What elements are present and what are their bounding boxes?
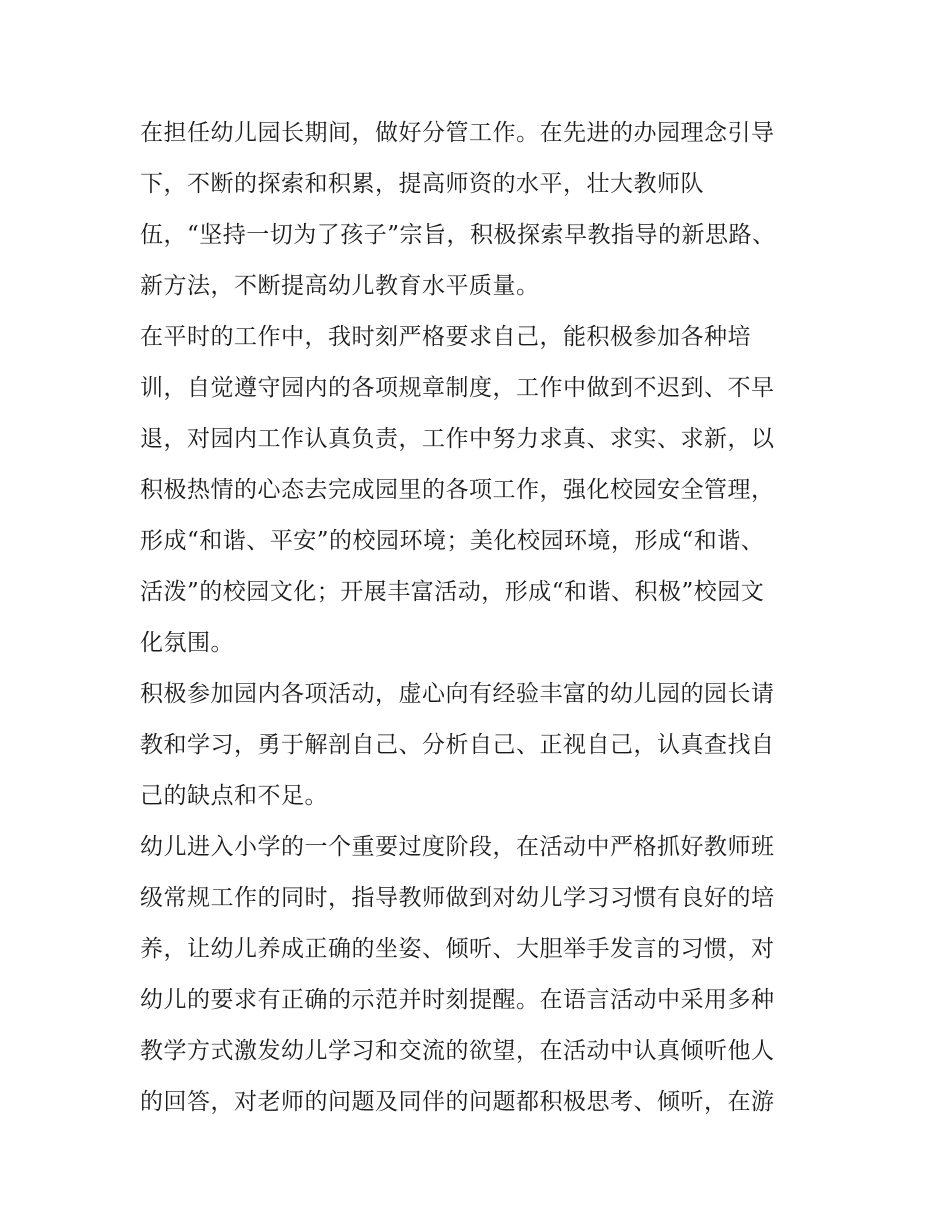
text-line: 形成“和谐、平安”的校园环境；美化校园环境，形成“和谐、	[140, 528, 765, 554]
text-line: 教和学习，勇于解剖自己、分析自己、正视自己，认真查找自	[140, 732, 775, 758]
text-line: 幼儿的要求有正确的示范并时刻提醒。在语言活动中采用多种	[140, 987, 775, 1013]
text-line: 下，不断的探索和积累，提高师资的水平，壮大教师队	[140, 171, 704, 197]
text-line: 养，让幼儿养成正确的坐姿、倾听、大胆举手发言的习惯，对	[140, 936, 775, 962]
text-line: 在担任幼儿园长期间，做好分管工作。在先进的办园理念引导	[140, 120, 775, 146]
text-line: 在平时的工作中，我时刻严格要求自己，能积极参加各种培	[140, 324, 751, 350]
document-body	[140, 108, 820, 1128]
text-line: 伍，“坚持一切为了孩子”宗旨，积极探索早教指导的新思路、	[140, 222, 776, 248]
text-line: 教学方式激发幼儿学习和交流的欲望，在活动中认真倾听他人	[140, 1038, 775, 1064]
text-line: 积极参加园内各项活动，虚心向有经验丰富的幼儿园的园长请	[140, 681, 775, 707]
text-line: 己的缺点和不足。	[140, 783, 328, 809]
text-line: 级常规工作的同时，指导教师做到对幼儿学习习惯有良好的培	[140, 885, 775, 911]
text-line: 幼儿进入小学的一个重要过度阶段，在活动中严格抓好教师班	[140, 834, 775, 860]
text-line: 活泼”的校园文化；开展丰富活动，形成“和谐、积极”校园文	[140, 579, 765, 605]
text-line: 训，自觉遵守园内的各项规章制度，工作中做到不迟到、不早	[140, 375, 775, 401]
text-line: 退，对园内工作认真负责，工作中努力求真、求实、求新，以	[140, 426, 775, 452]
text-line: 积极热情的心态去完成园里的各项工作，强化校园安全管理，	[140, 477, 775, 503]
text-line: 的回答，对老师的问题及同伴的问题都积极思考、倾听，在游	[140, 1089, 775, 1115]
text-line: 化氛围。	[140, 630, 234, 656]
text-line: 新方法，不断提高幼儿教育水平质量。	[140, 273, 540, 299]
